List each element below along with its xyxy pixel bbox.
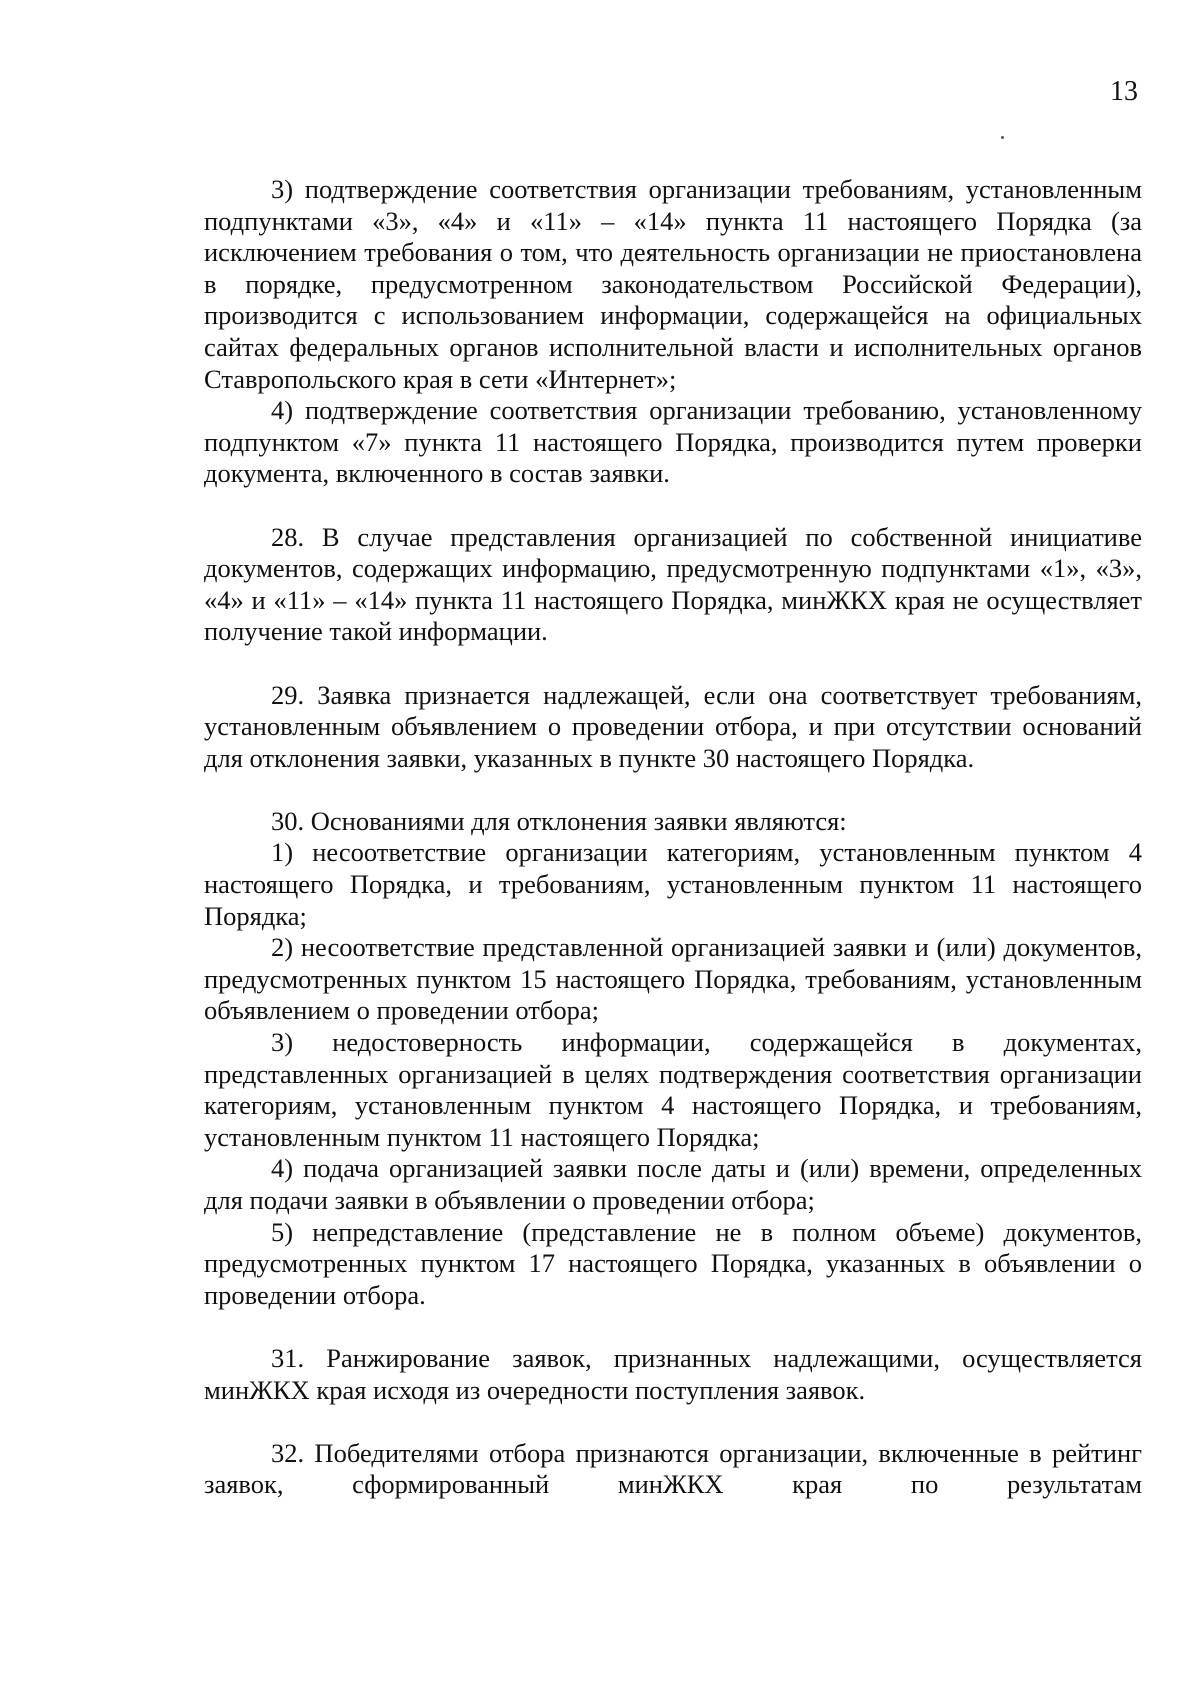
scan-speck bbox=[1001, 136, 1004, 139]
page-number: 13 bbox=[1110, 76, 1138, 107]
paragraph-30-item-3: 3) недостоверность информации, содержащейся в документах, представленных организацией в целях подтверждения соответствия организации категориям, установленным пунктом 4 настоящего Порядка, и требованиям, установленным пунктом 11 настоящего Порядка; bbox=[204, 1027, 1142, 1152]
paragraph-30-item-2: 2) несоответствие представленной организацией заявки и (или) документов, предусмотренных пунктом 15 настоящего Порядка, требованиям, установленным объявлением о проведении отбора; bbox=[204, 932, 1142, 1026]
paragraph-30-heading: 30. Основаниями для отклонения заявки являются: bbox=[271, 805, 847, 836]
paragraph-30-item-1: 1) несоответствие организации категориям, установленным пунктом 4 настоящего Порядка, и требованиям, установленным пунктом 11 настоящего Порядка; bbox=[204, 837, 1142, 931]
paragraph-29: 29. Заявка признается надлежащей, если она соответствует требованиям, установленным объявлением о проведении отбора, и при отсутствии оснований для отклонения заявки, указанных в пункте 30 настоящего Порядка. bbox=[204, 679, 1142, 773]
paragraph-30-item-4: 4) подача организацией заявки после даты и (или) времени, определенных для подачи заявки в объявлении о проведении отбора; bbox=[204, 1153, 1142, 1215]
document-body bbox=[204, 174, 1142, 1501]
paragraph-32: 32. Победителями отбора признаются организации, включенные в рейтинг заявок, сформированный минЖКХ края по результатам bbox=[204, 1437, 1142, 1500]
paragraph-27-item-3: 3) подтверждение соответствия организации требованиям, установленным подпунктами «3», «4» и «11» – «14» пункта 11 настоящего Порядка (за исключением требования о том, что деятельность организации не приостановлена в порядке, предусмотренном законодательством Российской Федерации), производится с использованием информации, содержащейся на официальных сайтах федеральных органов исполнительной власти и исполнительных органов Ставропольского края в сети «Интернет»; bbox=[204, 174, 1142, 394]
paragraph-28: 28. В случае представления организацией по собственной инициативе документов, содержащих информацию, предусмотренную подпунктами «1», «3», «4» и «11» – «14» пункта 11 настоящего Порядка, минЖКХ края не осуществляет получение такой информации. bbox=[204, 521, 1142, 647]
paragraph-27-item-4: 4) подтверждение соответствия организации требованию, установленному подпунктом «7» пункта 11 настоящего Порядка, производится путем проверки документа, включенного в состав заявки. bbox=[204, 395, 1142, 489]
paragraph-31: 31. Ранжирование заявок, признанных надлежащими, осуществляется минЖКХ края исходя из очередности поступления заявок. bbox=[204, 1342, 1142, 1405]
paragraph-30-item-5: 5) непредставление (представление не в полном объеме) документов, предусмотренных пунктом 17 настоящего Порядка, указанных в объявлении о проведении отбора. bbox=[204, 1216, 1142, 1310]
